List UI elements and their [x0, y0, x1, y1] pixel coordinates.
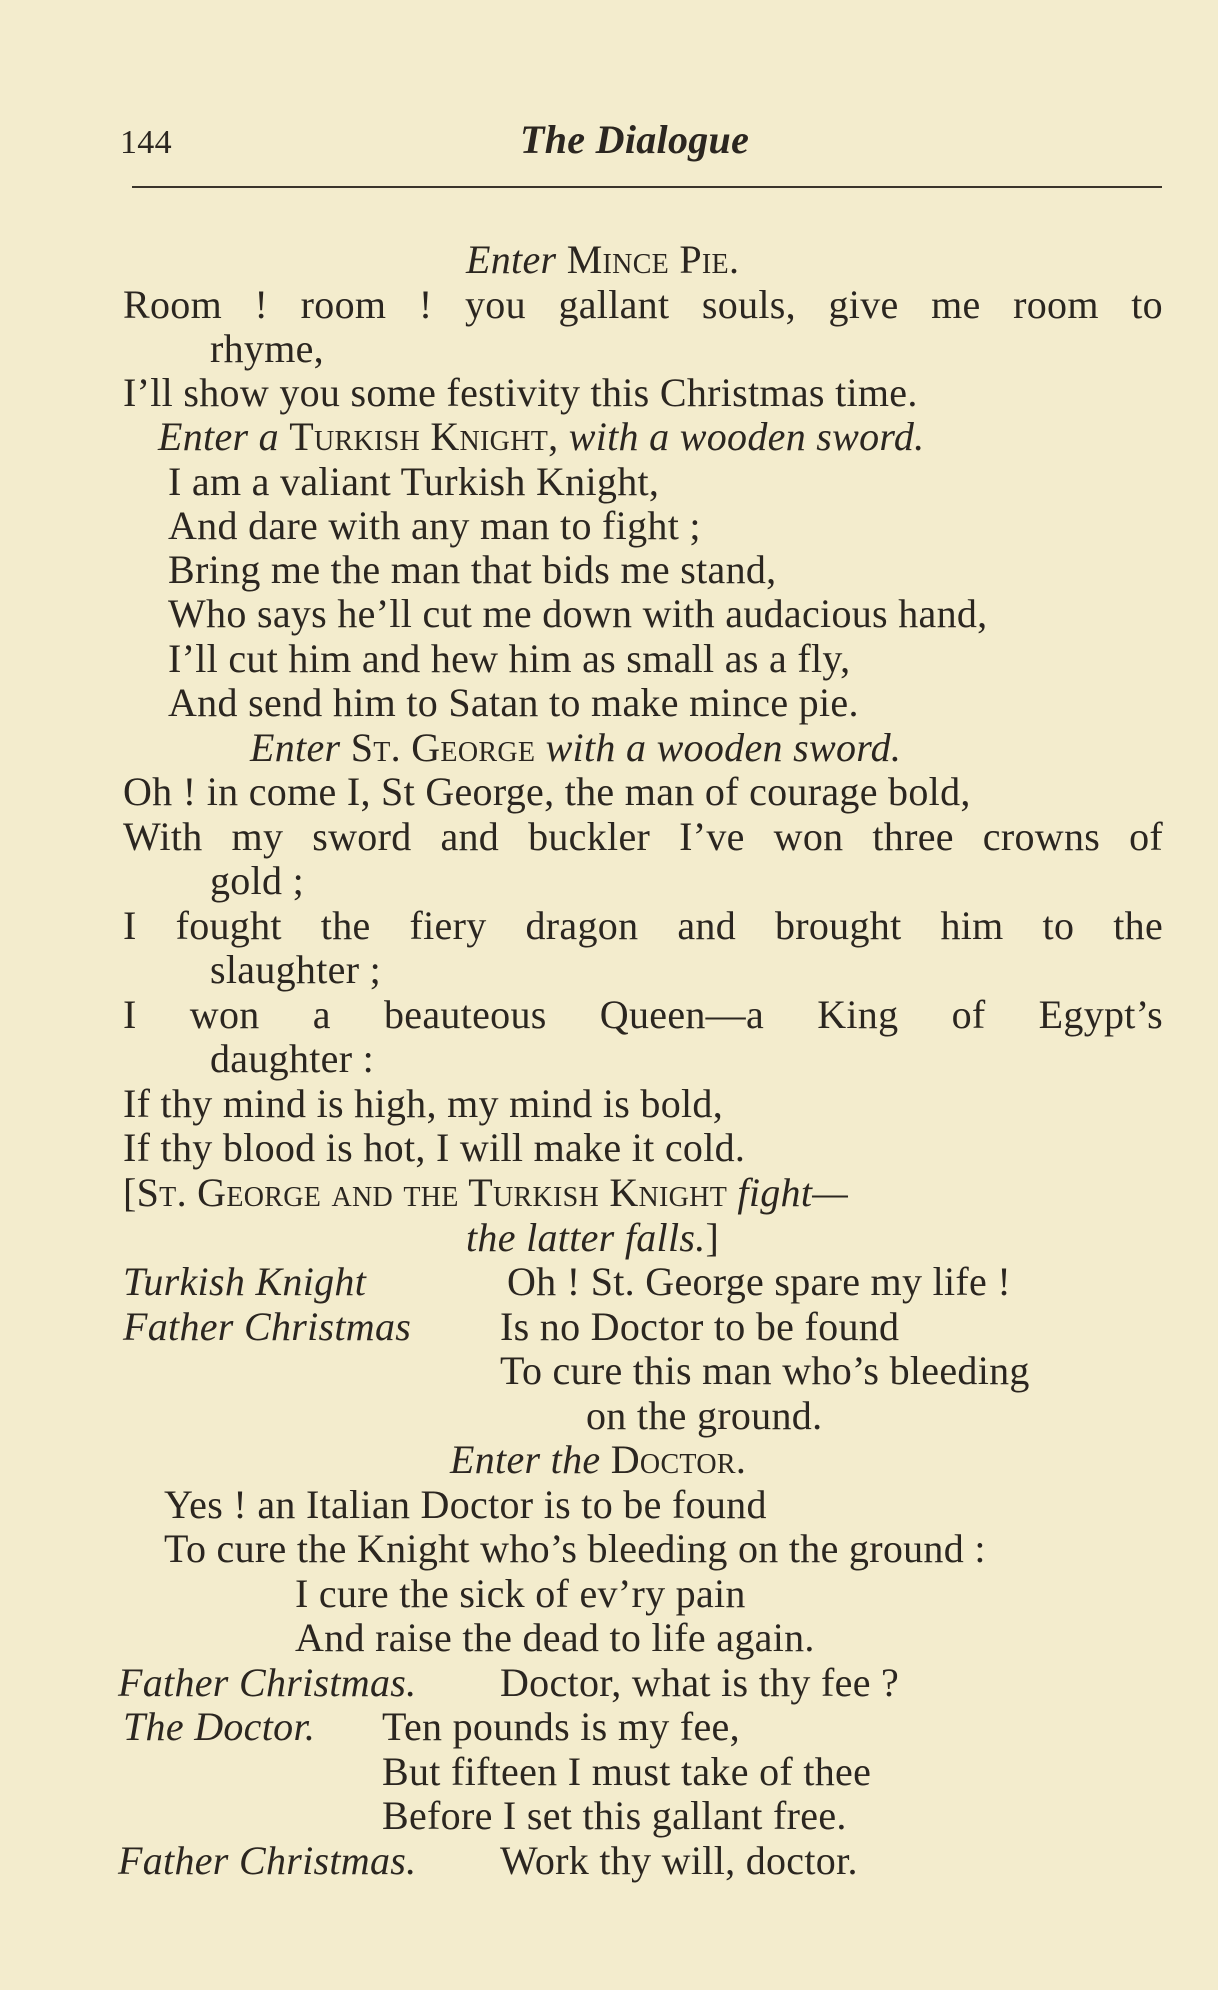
verse-line: gold ;	[210, 858, 305, 903]
header-rule	[132, 186, 1162, 188]
verse-line: rhyme,	[210, 326, 324, 371]
verse-line: And dare with any man to fight ;	[168, 503, 701, 548]
stage-direction-enter-doctor: Enter the Doctor.	[450, 1437, 747, 1482]
verse-line: Before I set this gallant free.	[382, 1793, 847, 1838]
verse-line: Yes ! an Italian Doctor is to be found	[164, 1482, 767, 1527]
verse-line: And raise the dead to life again.	[295, 1615, 815, 1660]
verse-line: Who says he’ll cut me down with audacious hand,	[168, 591, 988, 636]
verse-line: Is no Doctor to be found	[500, 1304, 900, 1349]
verse-line: I fought the fiery dragon and brought him to the	[123, 903, 1163, 948]
verse-line: Oh ! in come I, St George, the man of courage bold,	[123, 769, 971, 814]
verse-line: on the ground.	[586, 1393, 823, 1438]
verse-line: Oh ! St. George spare my life !	[507, 1259, 1011, 1304]
speaker-father-christmas: Father Christmas	[123, 1304, 412, 1349]
verse-line: To cure the Knight who’s bleeding on the ground :	[164, 1526, 986, 1571]
verse-line: To cure this man who’s bleeding	[500, 1348, 1030, 1393]
verse-line: Ten pounds is my fee,	[382, 1704, 740, 1749]
speaker-father-christmas: Father Christmas.	[118, 1660, 417, 1705]
verse-line: Room ! room ! you gallant souls, give me room to	[123, 282, 1163, 327]
verse-line: With my sword and buckler I’ve won three crowns of	[123, 814, 1163, 859]
running-head: The Dialogue	[520, 117, 750, 162]
verse-line: I cure the sick of ev’ry pain	[295, 1571, 746, 1616]
stage-direction-enter-mince-pie: Enter Mince Pie.	[466, 237, 740, 282]
stage-direction-enter-st-george: Enter St. George with a wooden sword.	[250, 725, 902, 770]
verse-line: Bring me the man that bids me stand,	[168, 547, 777, 592]
verse-line: I’ll show you some festivity this Christmas time.	[123, 370, 918, 415]
verse-line: daughter :	[210, 1036, 375, 1081]
verse-line: I won a beauteous Queen—a King of Egypt’s	[123, 992, 1163, 1037]
verse-line: And send him to Satan to make mince pie.	[168, 680, 859, 725]
stage-direction-fight: [St. George and the Turkish Knight fight—	[123, 1170, 849, 1215]
verse-line: Work thy will, doctor.	[500, 1838, 858, 1883]
page-number: 144	[120, 124, 172, 161]
verse-line: I am a valiant Turkish Knight,	[168, 459, 660, 504]
verse-line: I’ll cut him and hew him as small as a fly,	[168, 636, 851, 681]
verse-line: If thy blood is hot, I will make it cold.	[123, 1125, 746, 1170]
speaker-turkish-knight: Turkish Knight	[123, 1259, 367, 1304]
stage-direction-enter-turkish-knight: Enter a Turkish Knight, with a wooden sword.	[158, 414, 925, 459]
verse-line: slaughter ;	[210, 947, 382, 992]
speaker-father-christmas: Father Christmas.	[118, 1838, 417, 1883]
speaker-the-doctor: The Doctor.	[123, 1704, 316, 1749]
stage-direction-falls: the latter falls.]	[466, 1215, 720, 1260]
verse-line: Doctor, what is thy fee ?	[500, 1660, 900, 1705]
verse-line: But fifteen I must take of thee	[382, 1749, 872, 1794]
verse-line: If thy mind is high, my mind is bold,	[123, 1081, 724, 1126]
